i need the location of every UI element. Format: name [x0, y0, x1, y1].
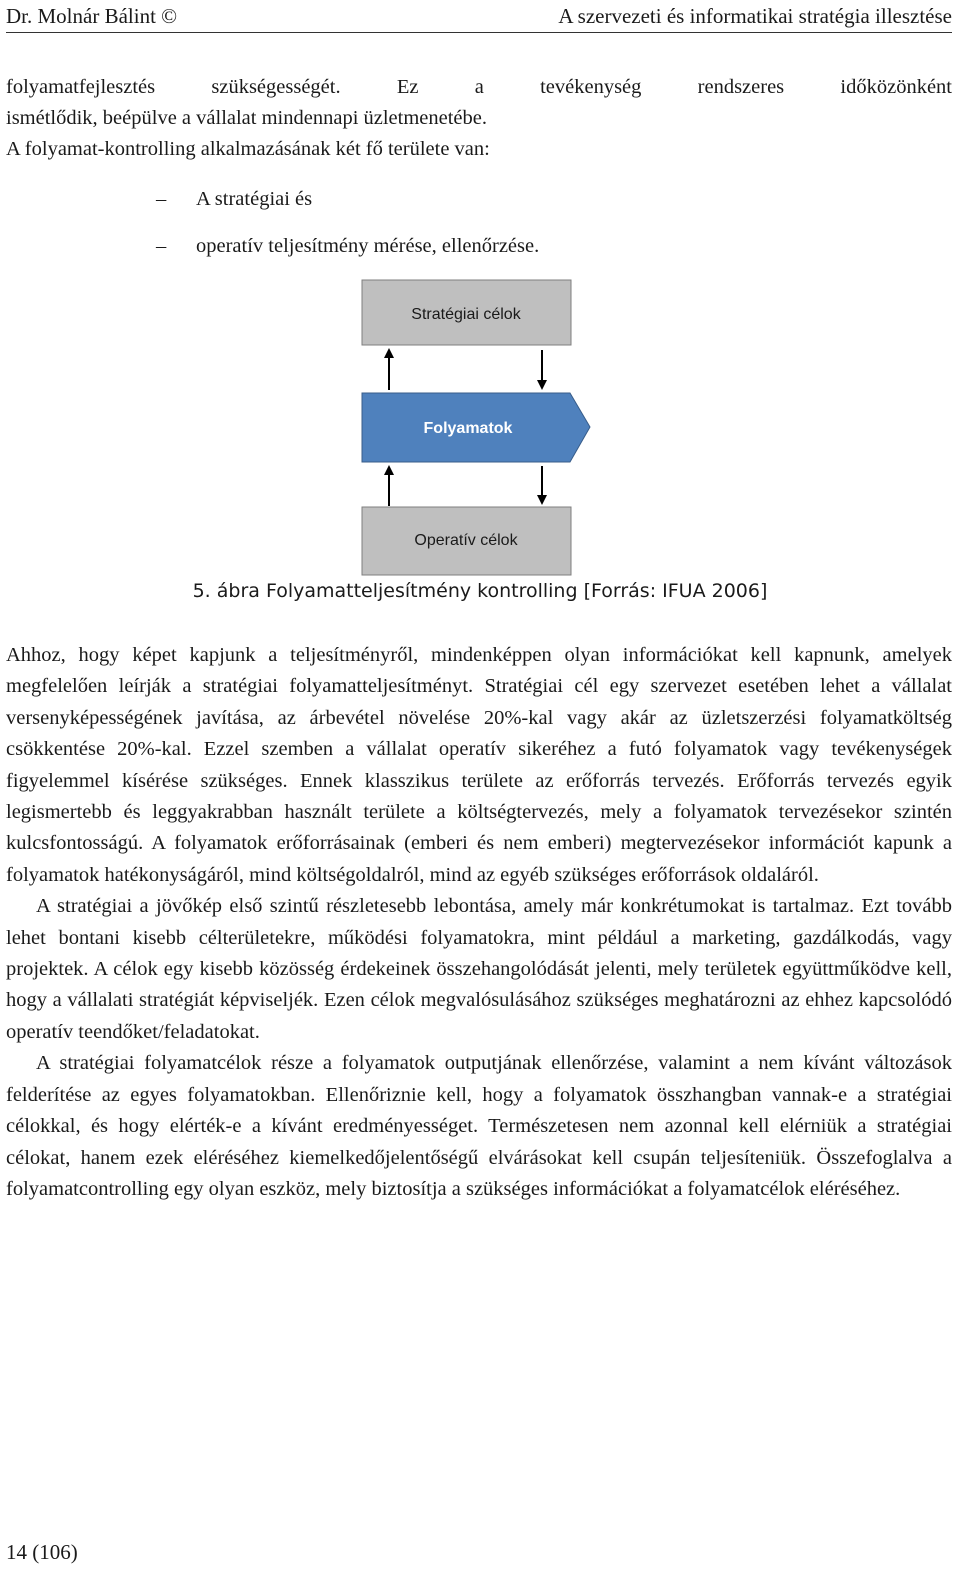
body-text — [6, 640, 952, 1205]
dash-icon: – — [156, 235, 167, 257]
header-author: Dr. Molnár Bálint © — [6, 3, 178, 28]
page-number: 14 (106) — [6, 1540, 78, 1564]
dash-icon: – — [156, 188, 167, 210]
list-item — [156, 176, 539, 223]
paragraph: A stratégiai folyamatcélok része a folyamatok outputjának ellenőrzése, valamint a nem kívánt változások felderítése az egyes folyamatokban. Ellenőriznie kell, hogy a folyamatok összhangban vannak-e a stratégiai célokkal, és hogy elérték-e a kívánt eredményességet. Természetesen nem azonnal kell elérniük a stratégiai célokat, hanem ezek eléréséhez kiemelkedőjelentőségű elvárásokat kell csupán teljesíteniük. Összefoglalva a folyamatcontrolling egy olyan eszköz, mely biztosítja a szükséges információkat a folyamatcélok eléréséhez. — [6, 1052, 952, 1200]
processes-label: Folyamatok — [423, 420, 513, 437]
figure-caption: 5. ábra Folyamatteljesítmény kontrolling [Forrás: IFUA 2006] — [192, 580, 768, 602]
intro-text — [6, 72, 952, 165]
page-header — [6, 0, 952, 33]
operative-goals-label: Operatív célok — [414, 532, 518, 549]
bullet-list — [156, 176, 539, 270]
intro-line-2: ismétlődik, beépülve a vállalat mindennapi üzletmenetébe. — [6, 107, 488, 129]
list-item — [156, 223, 539, 270]
bullet-text: A stratégiai és — [196, 188, 313, 210]
paragraph: A stratégiai a jövőkép első szintű részletesebb lebontása, amely már konkrétumokat is tartalmaz. Ezt tovább lehet bontani kisebb célterületekre, működési folyamatokra, mint például a marketing, gazdálkodás, vagy projektek. A célok egy kisebb közösség érdekeinek összehangolódását jelenti, mely területek együttműködve kell, hogy a vállalati stratégiát képviseljék. Ezen célok megvalósulásához szükséges meghatározni az ehhez kapcsolódó operatív teendőket/feladatokat. — [6, 895, 952, 1043]
paragraph: Ahhoz, hogy képet kapjunk a teljesítményről, mindenképpen olyan információkat kell kapnunk, amelyek megfelelően leírják a stratégiai folyamatteljesítményt. Stratégiai cél egy szervezet esetében lehet a vállalat versenyképességének javítása, az árbevétel növelése 20%-kal vagy akár az üzletszerzési folyamatköltség csökkentése 20%-kal. Ezzel szemben a vállalat operatív sikeréhez a futó folyamatok vagy tevékenységek figyelemmel kísérése szükséges. Ennek klasszikus területe az erőforrás tervezés. Erőforrás tervezés egyik legismertebb és leggyakrabban használt területe a költségtervezés, mely a folyamatok tervezésekor szintén kulcsfontosságú. A folyamatok erőforrásainak (emberi és nem emberi) megtervezésekor információt kapunk a folyamatok hatékonyságáról, mind költségoldalról, mind az egyéb szükséges erőforrások oldaláról. — [6, 644, 952, 886]
header-title: A szervezeti és informatikai stratégia illesztése — [558, 3, 952, 28]
strategic-goals-label: Stratégiai célok — [411, 306, 521, 323]
intro-line-3: A folyamat-kontrolling alkalmazásának két fő területe van: — [6, 138, 490, 160]
intro-line-1: folyamatfejlesztés szükségességét. Ez a tevékenység rendszeres időközönként — [6, 76, 952, 98]
bullet-text: operatív teljesítmény mérése, ellenőrzése. — [196, 235, 540, 257]
